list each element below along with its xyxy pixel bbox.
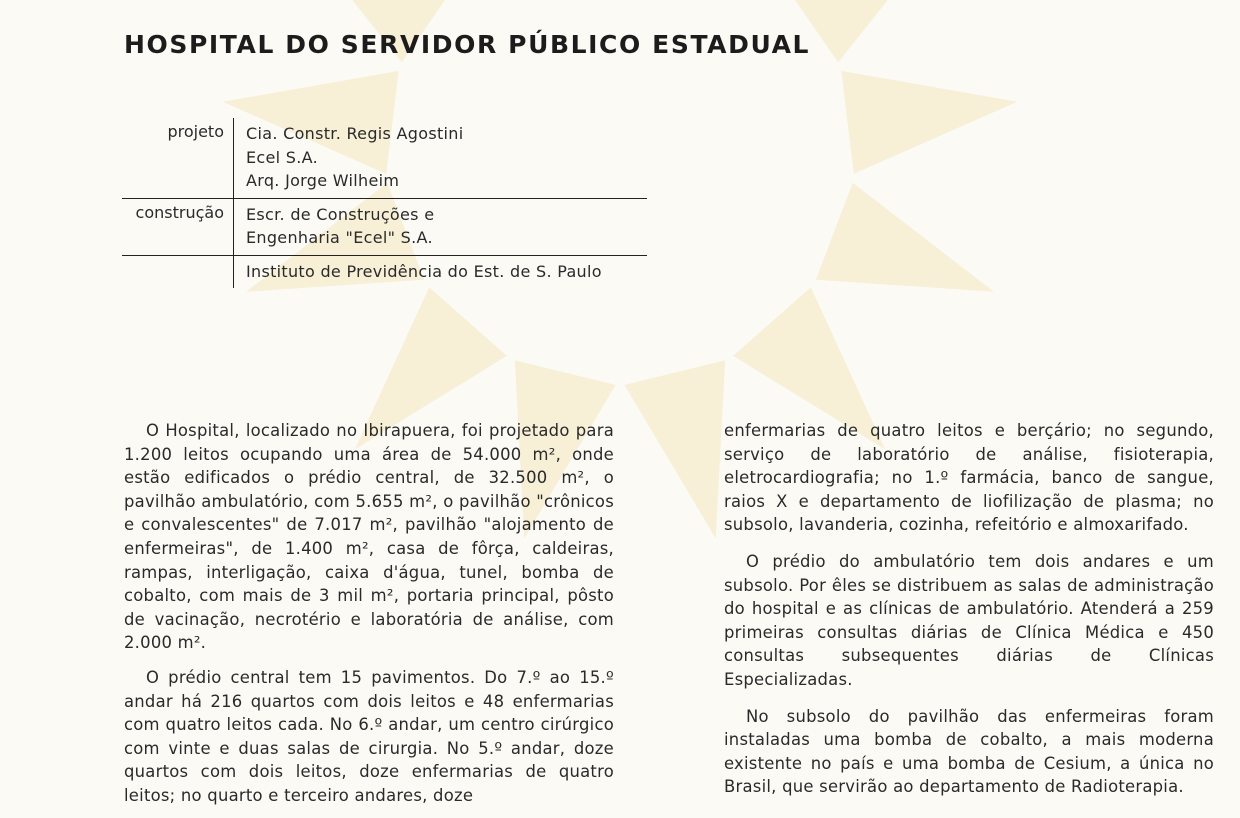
body-paragraph: No subsolo do pavilhão das enfermeiras foram instaladas uma bomba de cobalto, a mais moderna existente no país e uma bomba de Cesium, a única no Brasil, que servirão ao departamento de Radioterapia.	[724, 706, 1214, 797]
body-column-right	[724, 419, 1214, 799]
sunburst-ray	[841, 71, 1017, 174]
credits-value: Arq. Jorge Wilheim	[246, 171, 400, 190]
credits-value: Instituto de Previdência do Est. de S. Paulo	[246, 261, 602, 281]
credits-label: construção	[122, 199, 234, 255]
credits-value: Escr. de Construções e	[246, 204, 435, 224]
credits-table	[122, 118, 647, 288]
body-paragraph: enfermarias de quatro leitos e berçário; no segundo, serviço de laboratório de análise, fisioterapia, eletrocardiografia; no 1.º farmácia, banco de sangue, raios X e departamento de liofilização de plasma; no subsolo, lavanderia, cozinha, refeitório e almoxarifado.	[724, 421, 1214, 535]
sunburst-ray	[816, 183, 994, 292]
credits-row-construcao	[122, 199, 647, 256]
credits-row-proprietario	[122, 256, 647, 289]
credits-value: Cia. Constr. Regis Agostini	[246, 124, 464, 143]
credits-label	[122, 256, 234, 289]
body-paragraph: O prédio central tem 15 pavimentos. Do 7.º ao 15.º andar há 216 quartos com dois leitos e 48 enfermarias com quatro leitos cada. No 6.º andar, um centro cirúrgico com vinte e duas salas de cirurgia. No 5.º andar, doze quartos com dois leitos, doze enfermarias de quatro leitos; no quarto e terceiro andares, doze	[124, 667, 614, 805]
credits-label: projeto	[122, 118, 234, 198]
credits-value: Ecel S.A.	[246, 147, 318, 167]
page-title: HOSPITAL DO SERVIDOR PÚBLICO ESTADUAL	[124, 30, 811, 59]
credits-row-projeto	[122, 118, 647, 199]
body-paragraph: O Hospital, localizado no Ibirapuera, foi projetado para 1.200 leitos ocupando uma área de 54.000 m², onde estão edificados o prédio central, de 32.500 m², o pavilhão ambulatório, com 5.655 m², o pavilhão "crônicos e convalescentes" de 7.017 m², pavilhão "alojamento de enfermeiras", de 1.400 m², casa de fôrça, caldeiras, rampas, interligação, caixa d'água, tunel, bomba de cobalto, com mais de 3 mil m², portaria principal, pôsto de vacinação, necrotério e laboratória de análise, com 2.000 m².	[124, 421, 614, 653]
sunburst-ray	[625, 360, 726, 538]
body-paragraph: O prédio do ambulatório tem dois andares e um subsolo. Por êles se distribuem as salas de administração do hospital e as clínicas de ambulatório. Atenderá a 259 primeiras consultas diárias de Clínica Médica e 450 consultas subsequentes diárias de Clínicas Especializadas.	[724, 551, 1214, 689]
credits-value: Engenharia "Ecel" S.A.	[246, 228, 433, 247]
body-column-left	[124, 419, 614, 808]
